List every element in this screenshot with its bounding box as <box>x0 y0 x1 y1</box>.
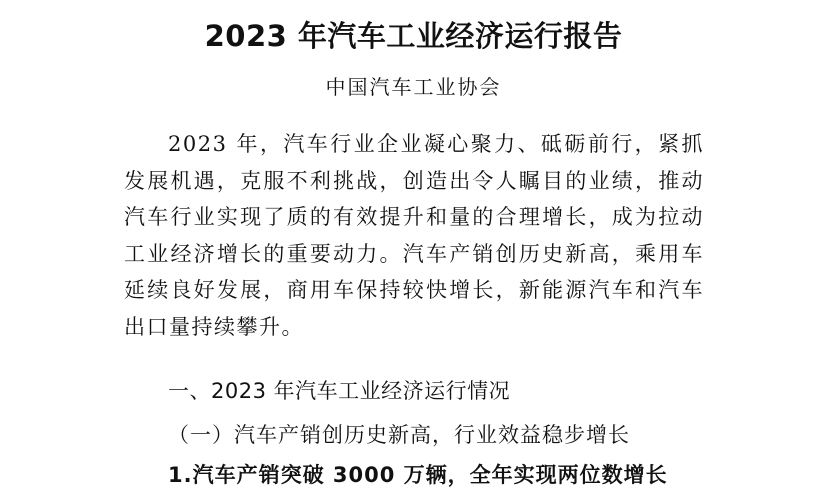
section-heading: 一、2023 年汽车工业经济运行情况 <box>168 379 511 403</box>
item-heading: 1.汽车产销突破 3000 万辆，全年实现两位数增长 <box>168 463 668 487</box>
document-author: 中国汽车工业协会 <box>325 75 502 99</box>
subsection-heading: （一）汽车产销创历史新高，行业效益稳步增长 <box>168 423 630 447</box>
intro-paragraph: 2023 年，汽车行业企业凝心聚力、砥砺前行，紧抓发展机遇，克服不利挑战，创造出令人瞩目的业绩，推动汽车行业实现了质的有效提升和量的合理增长，成为拉动工业经济增长的重要动力。汽车产销创历史新高，乘用车延续良好发展，商用车保持较快增长，新能源汽车和汽车出口量持续攀升。 <box>124 132 704 339</box>
document-title: 2023 年汽车工业经济运行报告 <box>204 19 623 53</box>
